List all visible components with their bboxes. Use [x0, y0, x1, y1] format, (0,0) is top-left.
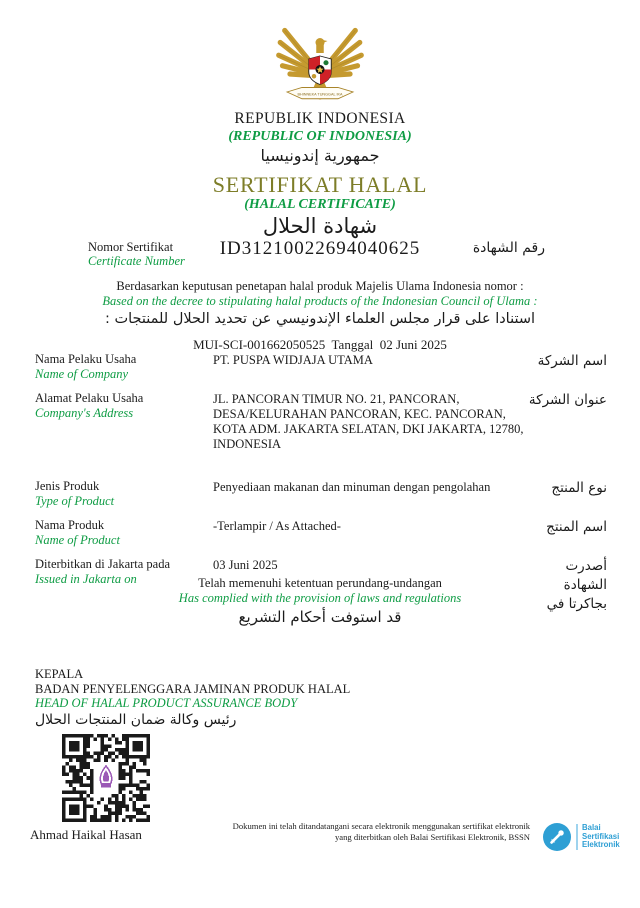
field-label-en: Company's Address: [35, 406, 134, 420]
field-row-company-name: [35, 352, 607, 382]
field-row-company-address: [35, 391, 607, 452]
field-label-id: Nama Produk: [35, 518, 105, 532]
field-label-ar: اسم الشركة: [537, 353, 607, 369]
field-label-ar: نوع المنتج: [551, 480, 607, 496]
signatory-title-kepala: KEPALA: [35, 667, 84, 681]
footer-notice-line2: yang diterbitkan oleh Balai Sertifikasi Elektronik, BSSN: [334, 832, 530, 842]
emblem-motto: BHINNEKA TUNGGAL IKA: [297, 92, 343, 97]
field-label-ar: أصدرت الشهادة بجاكرتا في: [546, 558, 607, 612]
compliance-line-id: Telah memenuhi ketentuan perundang-undangan: [198, 576, 442, 590]
certificate-title-ar: شهادة الحلال: [262, 214, 378, 238]
certificate-number-label-ar: رقم الشهادة: [472, 240, 545, 256]
signatory-title-agency: BADAN PENYELENGGARA JAMINAN PRODUK HALAL: [35, 681, 351, 696]
field-label-id: Diterbitkan di Jakarta pada: [35, 557, 171, 571]
field-label-id: Jenis Produk: [35, 479, 100, 493]
certificate-title-en: (HALAL CERTIFICATE): [244, 197, 396, 212]
decree-line-id: Berdasarkan keputusan penetapan halal produk Majelis Ulama Indonesia nomor :: [116, 279, 524, 293]
field-value: Penyediaan makanan dan minuman dengan pengolahan: [213, 480, 491, 494]
signatory-title-ar: رئيس وكالة ضمان المنتجات الحلال: [35, 711, 237, 728]
field-label-id: Nama Pelaku Usaha: [35, 352, 137, 366]
bsre-logo-label: Balai Sertifikasi Elektronik: [582, 823, 620, 850]
field-label-en: Issued in Jakarta on: [35, 572, 137, 586]
country-name-en: (REPUBLIC OF INDONESIA): [228, 129, 412, 144]
decree-line-en: Based on the decree to stipulating halal products of the Indonesian Council of Ulama :: [102, 294, 538, 308]
certificate-number-label-id: Nomor Sertifikat: [88, 240, 174, 254]
garuda-emblem-graphic: [275, 22, 365, 108]
bsre-logo: [543, 817, 633, 857]
field-row-product-type: [35, 479, 607, 509]
field-value: 03 Juni 2025: [213, 558, 278, 572]
signatory-name: Ahmad Haikal Hasan: [30, 827, 142, 842]
certificate-number-value: ID31210022694040625: [219, 238, 421, 259]
field-label-ar: اسم المنتج: [546, 519, 607, 535]
country-name-ar: جمهورية إندونيسيا: [260, 146, 380, 165]
field-label-id: Alamat Pelaku Usaha: [35, 391, 144, 405]
signatory-block: [35, 667, 350, 730]
country-name: REPUBLIK INDONESIA: [234, 110, 406, 127]
field-label-en: Name of Company: [35, 367, 129, 381]
compliance-statement: [0, 576, 640, 628]
field-row-product-name: [35, 518, 607, 548]
certificate-title: SERTIFIKAT HALAL: [212, 172, 428, 197]
certificate-number-row: [0, 238, 640, 268]
field-value: -Terlampir / As Attached-: [213, 519, 341, 533]
key-glyph-icon: [548, 828, 566, 846]
footer-notice: [170, 821, 530, 843]
field-value: PT. PUSPA WIDJAJA UTAMA: [213, 353, 373, 367]
decree-statement: [0, 279, 640, 353]
header: [0, 110, 640, 239]
bsre-logo-divider: [576, 824, 578, 850]
decree-number-line: MUI-SCI-001662050525 Tanggal 02 Juni 2025: [193, 337, 447, 352]
field-label-en: Name of Product: [35, 533, 120, 547]
footer-notice-line1: Dokumen ini telah ditandatangani secara elektronik menggunakan sertifikat elektronik: [232, 821, 530, 831]
compliance-line-ar: قد استوفت أحكام التشريع: [238, 608, 402, 626]
field-label-ar: عنوان الشركة: [528, 392, 607, 408]
field-label-en: Type of Product: [35, 494, 115, 508]
compliance-line-en: Has complied with the provision of laws and regulations: [178, 591, 462, 605]
bsre-logo-icon: [543, 823, 571, 851]
certificate-number-label-en: Certificate Number: [88, 254, 185, 268]
field-value: JL. PANCORAN TIMUR NO. 21, PANCORAN, DESA/KELURAHAN PANCORAN, KEC. PANCORAN, KOTA ADM. JAKARTA SELATAN, DKI JAKARTA, 12780, INDONESIA: [213, 392, 524, 451]
garuda-pancasila-emblem: [275, 22, 365, 113]
decree-line-ar: استنادا على قرار مجلس العلماء الإندونيسي عن تحديد الحلال للمنتجات :: [104, 311, 536, 327]
signatory-title-en: HEAD OF HALAL PRODUCT ASSURANCE BODY: [35, 696, 298, 710]
qr-code: [62, 734, 150, 822]
